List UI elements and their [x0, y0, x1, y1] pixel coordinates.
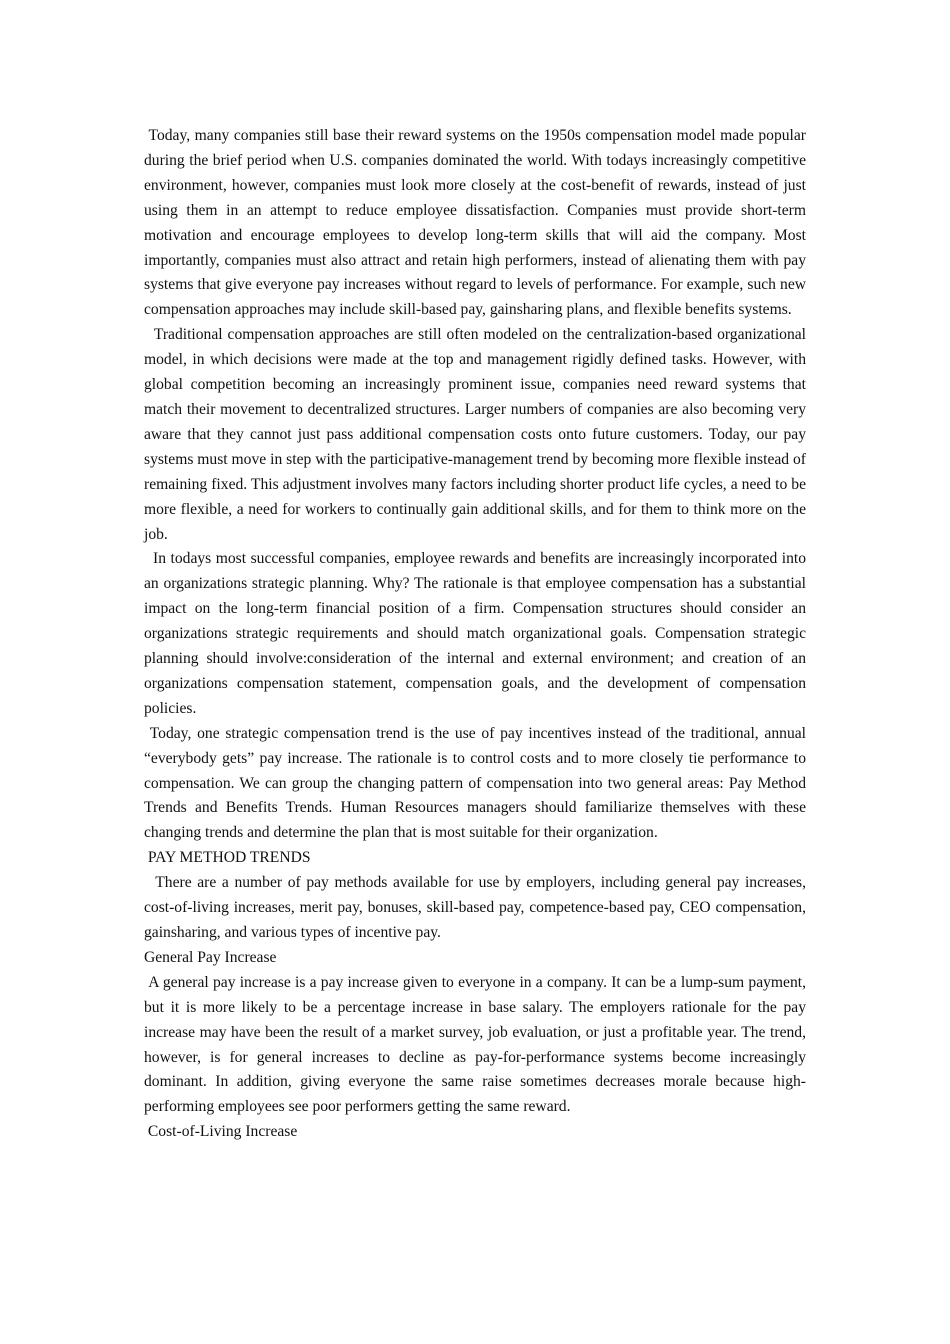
paragraph-traditional-compensation: Traditional compensation approaches are still often modeled on the centralization-based organizational model, in which decisions were made at the top and management rigidly defined tasks. However, with global competition becoming an increasingly prominent issue, companies need reward systems that match their movement to decentralized structures. Larger numbers of companies are also becoming very aware that they cannot just pass additional compensation costs onto future customers. Today, our pay systems must move in step with the participative-management trend by becoming more flexible instead of remaining fixed. This adjustment involves many factors including shorter product life cycles, a need to be more flexible, a need for workers to continually gain additional skills, and for them to think more on the job.	[144, 326, 810, 543]
heading-pay-method-trends: PAY METHOD TRENDS	[144, 849, 311, 867]
paragraph-pay-incentives: Today, one strategic compensation trend is the use of pay incentives instead of the traditional, annual “everybody gets” pay increase. The rationale is to control costs and to more closely tie performance to compensation. We can group the changing pattern of compensation into two general areas: Pay Method Trends and Benefits Trends. Human Resources managers should familiarize themselves with these changing trends and determine the plan that is most suitable for their organization.	[144, 724, 810, 842]
paragraph-strategic-planning: In todays most successful companies, employee rewards and benefits are increasingly incorporated into an organizations strategic planning. Why? The rationale is that employee compensation has a substantial impact on the long-term financial position of a firm. Compensation structures should consider an organizations strategic requirements and should match organizational goals. Compensation strategic planning should involve:consideration of the internal and external environment; and creation of an organizations compensation statement, compensation goals, and the development of compensation policies.	[144, 550, 810, 717]
paragraph-pay-methods: There are a number of pay methods available for use by employers, including general pay increases, cost-of-living increases, merit pay, bonuses, skill-based pay, competence-based pay, CEO compensation, gainsharing, and various types of incentive pay.	[144, 874, 810, 941]
paragraph-general-pay-increase: A general pay increase is a pay increase given to everyone in a company. It can be a lump-sum payment, but it is more likely to be a percentage increase in base salary. The employers rationale for the pay increase may have been the result of a market survey, job evaluation, or just a profitable year. The trend, however, is for general increases to decline as pay-for-performance systems become increasingly dominant. In addition, giving everyone the same raise sometimes decreases morale because high-performing employees see poor performers getting the same reward.	[144, 973, 810, 1116]
document-body	[144, 124, 810, 1145]
heading-general-pay-increase: General Pay Increase	[144, 948, 277, 966]
paragraph-reward-systems: Today, many companies still base their reward systems on the 1950s compensation model made popular during the brief period when U.S. companies dominated the world. With todays increasingly competitive environment, however, companies must look more closely at the cost-benefit of rewards, instead of just using them in an attempt to reduce employee dissatisfaction. Companies must provide short-term motivation and encourage employees to develop long-term skills that will aid the company. Most importantly, companies must also attract and retain high performers, instead of alienating them with pay systems that give everyone pay increases without regard to levels of performance. For example, such new compensation approaches may include skill-based pay, gainsharing plans, and flexible benefits systems.	[144, 127, 810, 319]
heading-cost-of-living-increase: Cost-of-Living Increase	[144, 1123, 298, 1141]
